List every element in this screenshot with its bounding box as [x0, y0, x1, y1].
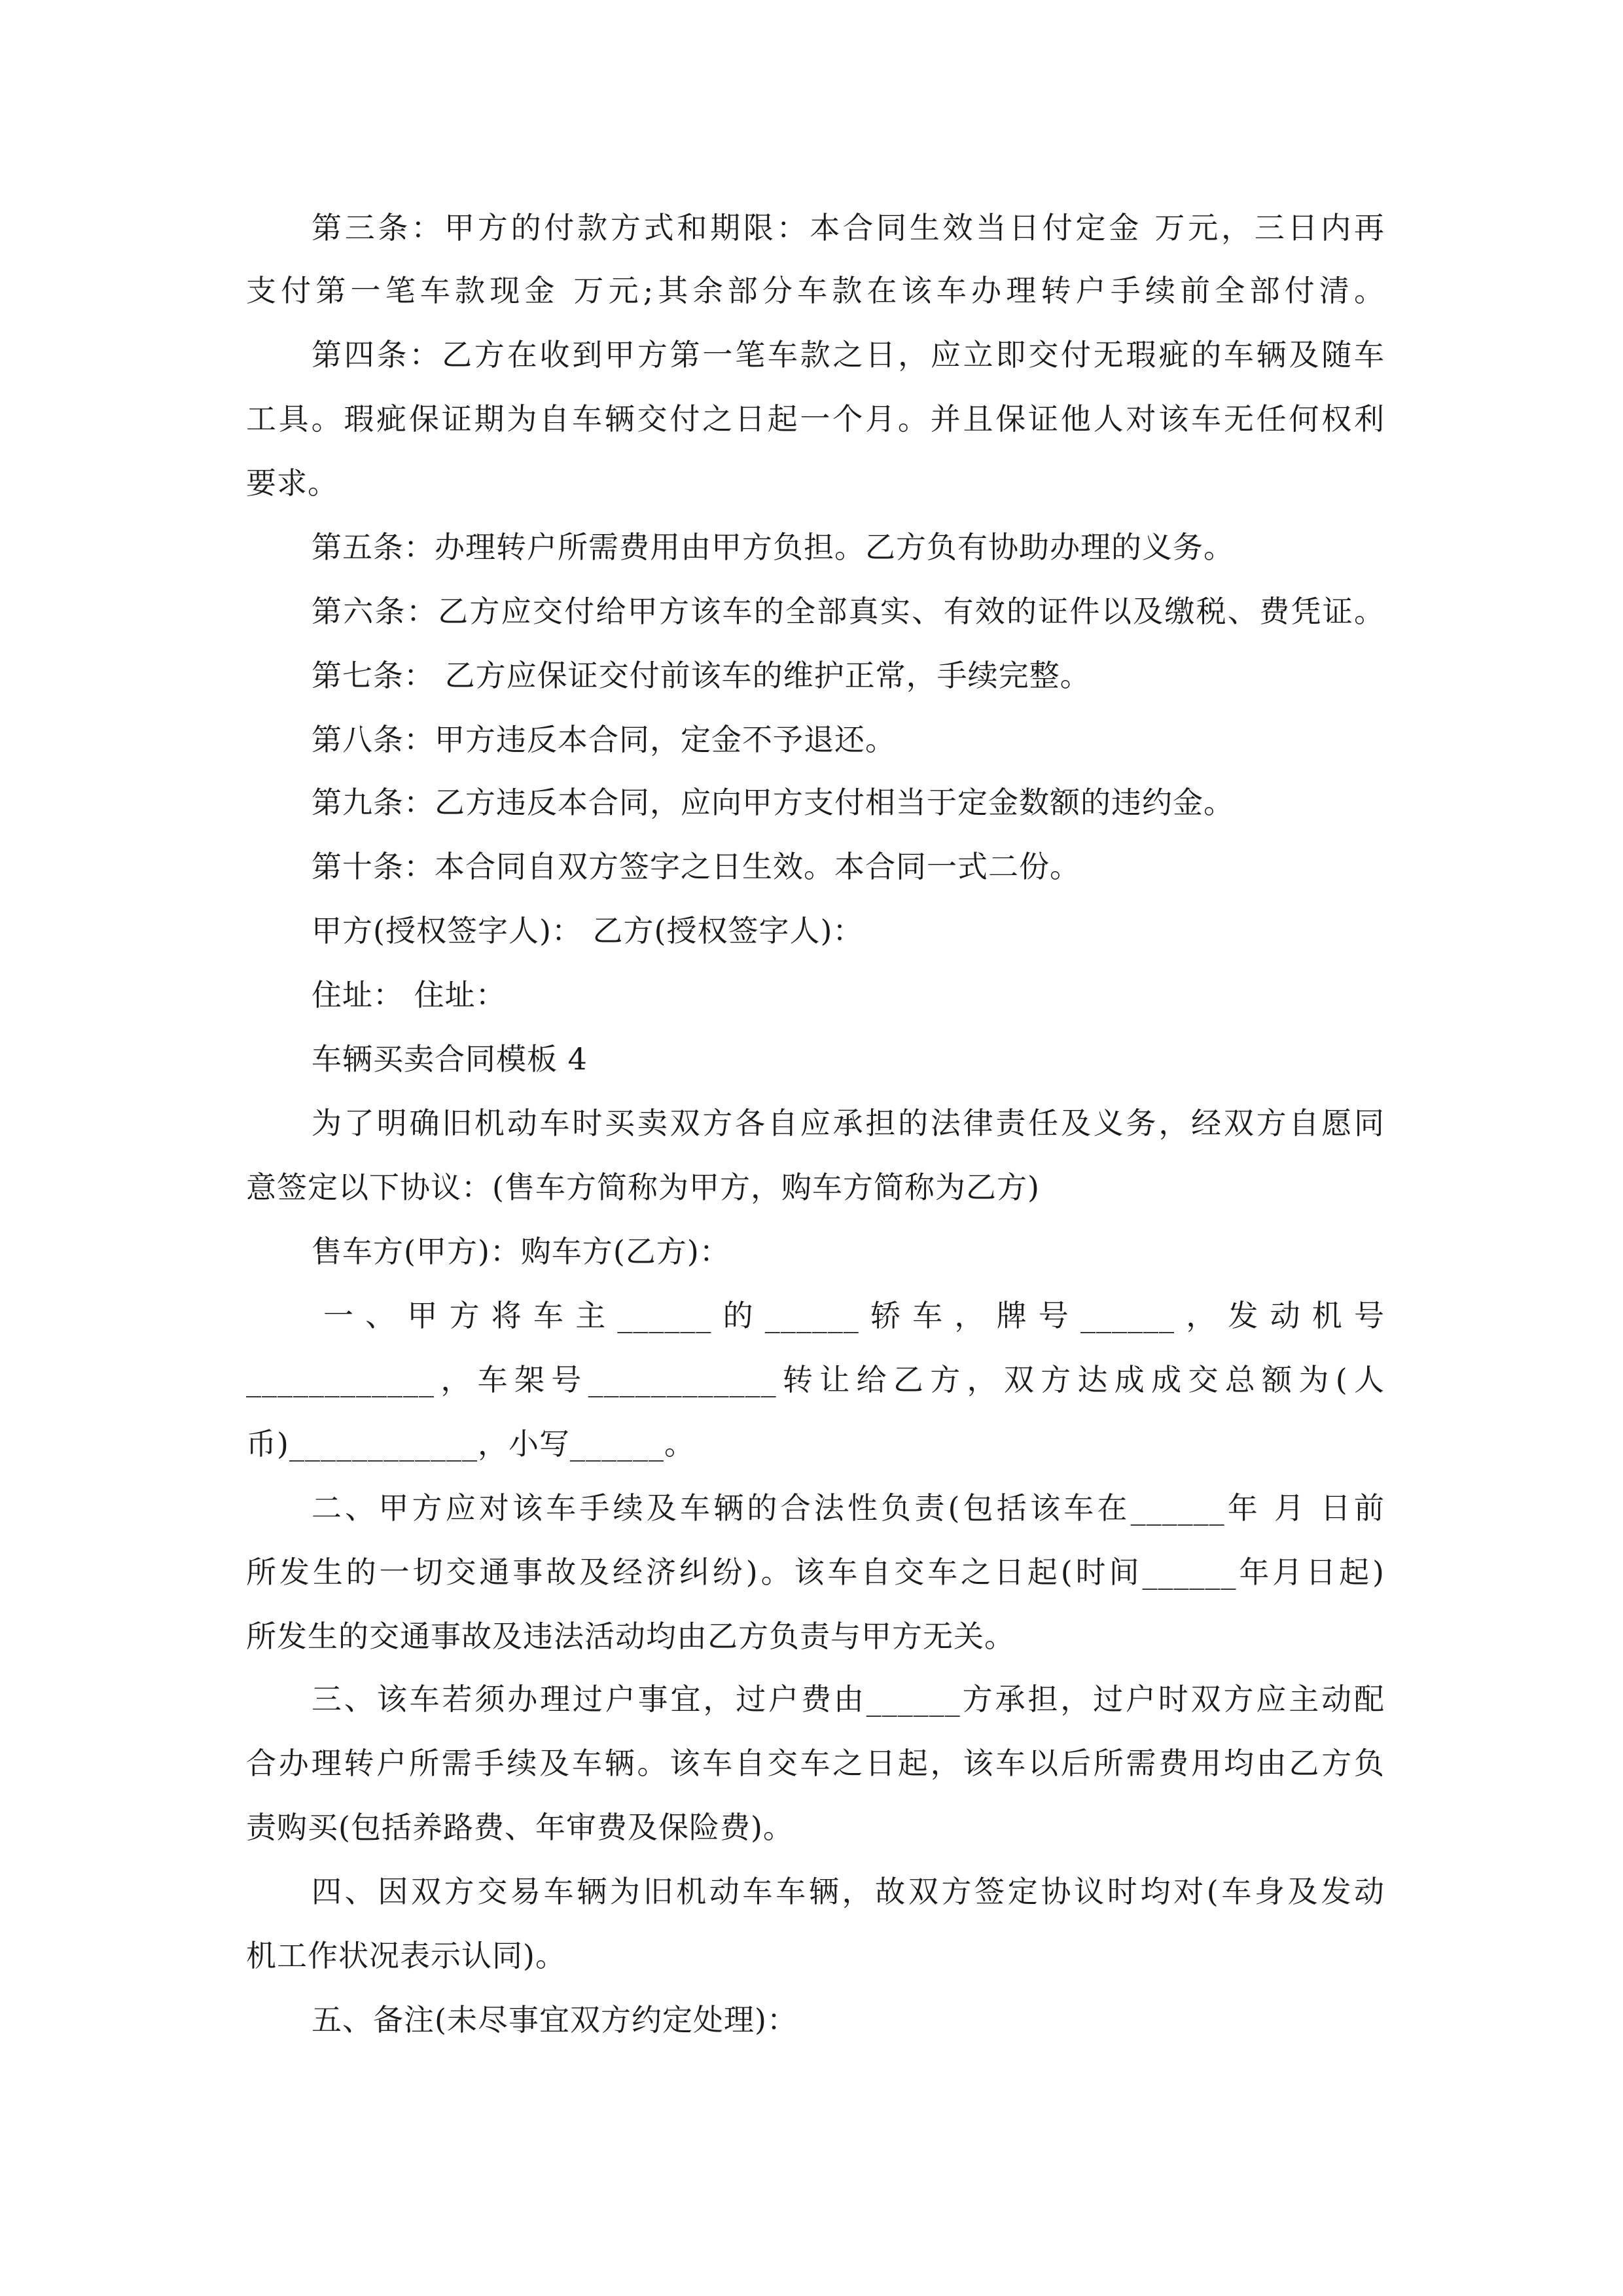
clause-2-line-2: 所发生的一切交通事故及经济纠纷)。该车自交车之日起(时间______年月日起): [246, 1554, 1385, 1590]
section-title-template-4: 车辆买卖合同模板 4: [312, 1041, 588, 1077]
clause-4-line-2: 机工作状况表示认同)。: [246, 1938, 566, 1973]
clause-1-line-3: 币)____________，小写______。: [246, 1426, 695, 1462]
article-6: 第六条：乙方应交付给甲方该车的全部真实、有效的证件以及缴税、费凭证。: [312, 594, 1385, 629]
article-4-line-3: 要求。: [246, 465, 338, 501]
clause-4-line-1: 四、因双方交易车辆为旧机动车车辆，故双方签定协议时均对(车身及发动: [312, 1874, 1385, 1909]
signature-line: 甲方(授权签字人)： 乙方(授权签字人)：: [312, 913, 864, 948]
clause-2-line-1: 二、甲方应对该车手续及车辆的合法性负责(包括该车在______年 月 日前: [312, 1490, 1385, 1526]
clause-3-line-3: 责购买(包括养路费、年审费及保险费)。: [246, 1810, 794, 1845]
article-5: 第五条：办理转户所需费用由甲方负担。乙方负有协助办理的义务。: [312, 529, 1234, 565]
clause-5-line-1: 五、备注(未尽事宜双方约定处理)：: [312, 2002, 798, 2037]
clause-2-line-3: 所发生的交通事故及违法活动均由乙方负责与甲方无关。: [246, 1619, 1015, 1654]
address-line: 住址： 住址：: [312, 977, 507, 1013]
parties-line: 售车方(甲方)：购车方(乙方)：: [312, 1234, 730, 1269]
article-4-line-2: 工具。瑕疵保证期为自车辆交付之日起一个月。并且保证他人对该车无任何权利: [246, 401, 1385, 437]
clause-3-line-1: 三、该车若须办理过户事宜，过户费由______方承担，过户时双方应主动配: [312, 1681, 1385, 1717]
clause-1-line-1: 一、甲方将车主______的______轿车，牌号______，发动机号: [323, 1298, 1385, 1333]
article-8: 第八条：甲方违反本合同，定金不予退还。: [312, 722, 896, 757]
intro-line-2: 意签定以下协议：(售车方简称为甲方，购车方简称为乙方): [246, 1170, 1040, 1205]
article-10: 第十条：本合同自双方签字之日生效。本合同一式二份。: [312, 849, 1080, 884]
article-3-line-2: 支付第一笔车款现金 万元;其余部分车款在该车办理转户手续前全部付清。: [246, 273, 1385, 308]
article-7: 第七条： 乙方应保证交付前该车的维护正常，手续完整。: [312, 658, 1091, 693]
article-3-line-1: 第三条：甲方的付款方式和期限：本合同生效当日付定金 万元，三日内再: [312, 210, 1385, 245]
article-4-line-1: 第四条：乙方在收到甲方第一笔车款之日，应立即交付无瑕疵的车辆及随车: [312, 337, 1385, 372]
clause-3-line-2: 合办理转户所需手续及车辆。该车自交车之日起，该车以后所需费用均由乙方负: [246, 1746, 1385, 1781]
article-9: 第九条：乙方违反本合同，应向甲方支付相当于定金数额的违约金。: [312, 785, 1234, 820]
intro-line-1: 为了明确旧机动车时买卖双方各自应承担的法律责任及义务，经双方自愿同: [312, 1105, 1385, 1141]
clause-1-line-2: ____________，车架号____________转让给乙方，双方达成成交总额为(人: [246, 1362, 1385, 1397]
